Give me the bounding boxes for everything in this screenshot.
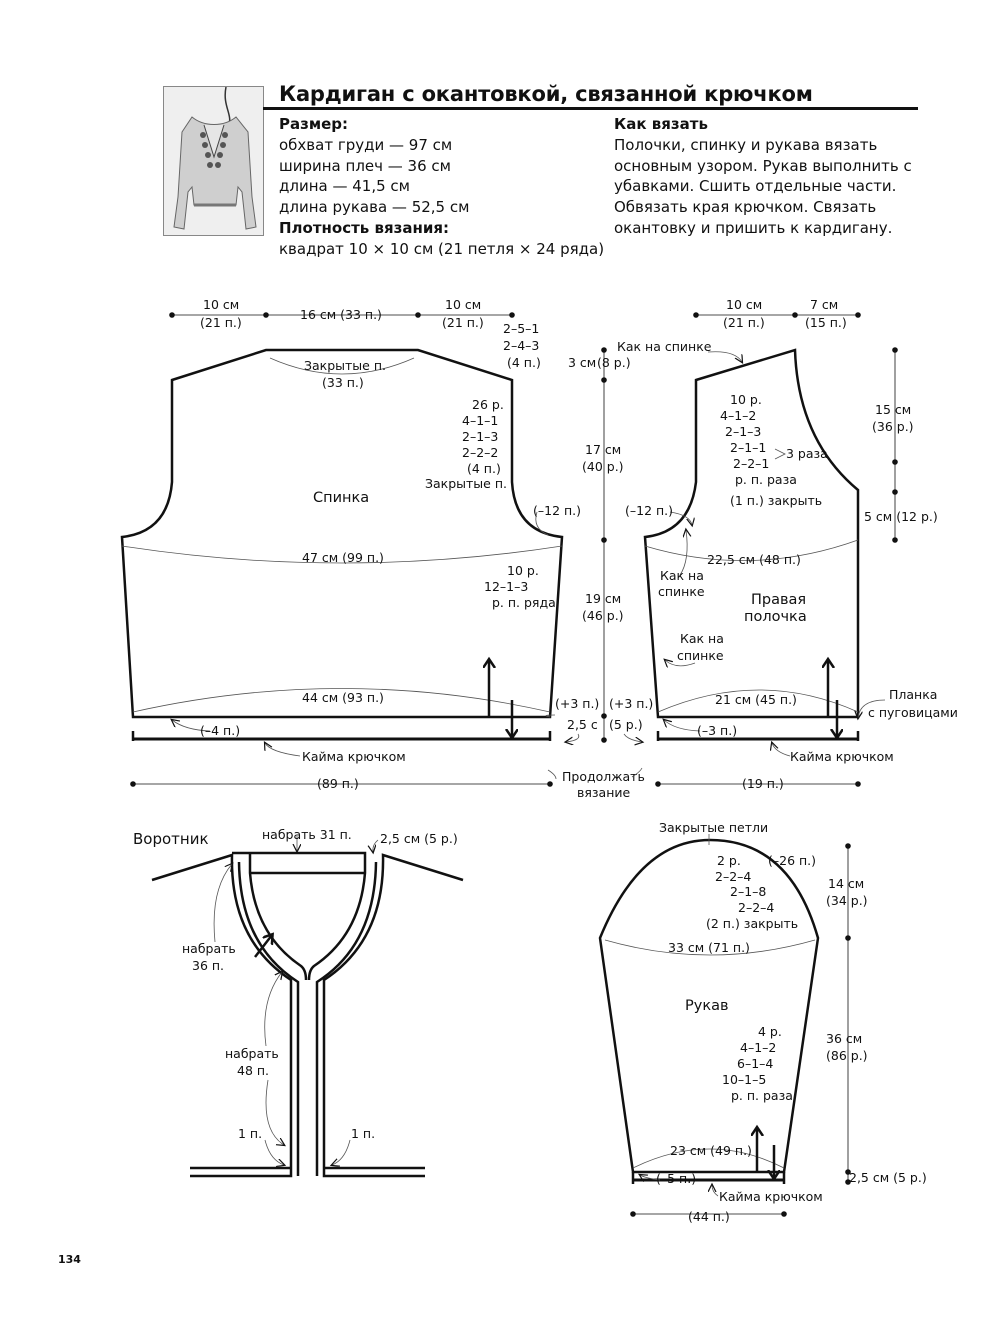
how-heading: Как вязать bbox=[614, 115, 708, 133]
front-name-1: Правая bbox=[751, 592, 807, 608]
sleeve-dec-2: 4–1–2 bbox=[740, 1040, 777, 1055]
collar-pick-2b: 48 п. bbox=[237, 1063, 270, 1078]
collar-right: 2,5 см (5 р.) bbox=[380, 831, 458, 846]
back-name: Спинка bbox=[313, 490, 370, 506]
back-piece bbox=[122, 297, 599, 791]
mid-b2: (40 р.) bbox=[582, 459, 624, 474]
back-armhole-1: 26 р. bbox=[472, 397, 504, 412]
collar-one-left: 1 п. bbox=[238, 1126, 263, 1141]
back-neck-2: (33 п.) bbox=[322, 375, 364, 390]
front-placket-2: с пуговицами bbox=[868, 705, 958, 720]
front-neck-6: р. п. раза bbox=[735, 472, 797, 487]
sleeve-minus5: (–5 п.) bbox=[656, 1171, 697, 1186]
front-width-1: 22,5 см (48 п.) bbox=[707, 552, 801, 567]
back-plus3: (+3 п.) bbox=[555, 696, 600, 711]
back-inc-3: р. п. ряда bbox=[492, 595, 556, 610]
how-text: Полочки, спинку и рукава вязать основным узором. Рукав выполнить с убавками. Сшить отдельные части. Обвязать края крючком. Связать окантовку и пришить к кардигану. bbox=[614, 135, 912, 237]
front-right-1: 15 см bbox=[875, 402, 912, 417]
front-neck-2: 4–1–2 bbox=[720, 408, 757, 423]
back-dim-1a: 10 см bbox=[203, 297, 240, 312]
front-plus3: (+3 п.) bbox=[609, 696, 654, 711]
collar-top: набрать 31 п. bbox=[262, 827, 352, 842]
sleeve-piece bbox=[600, 820, 927, 1224]
collar-one-right: 1 п. bbox=[351, 1126, 376, 1141]
collar-pick-2a: набрать bbox=[225, 1046, 279, 1061]
front-as-back-1b: спинке bbox=[658, 584, 705, 599]
sleeve-cap-4: 2–2–4 bbox=[738, 900, 775, 915]
front-dim-2b: (15 п.) bbox=[805, 315, 847, 330]
mid-c1: 19 см bbox=[585, 591, 622, 606]
back-dim-2: 16 см (33 п.) bbox=[300, 307, 382, 322]
page-title: Кардиган с окантовкой, связанной крючком bbox=[279, 82, 813, 106]
page-number: 134 bbox=[58, 1253, 81, 1266]
mid-a2: (8 р.) bbox=[597, 355, 631, 370]
front-as-back-2b: спинке bbox=[677, 648, 724, 663]
back-armhole-4: 2–2–2 bbox=[462, 445, 499, 460]
mid-a1: 3 см bbox=[568, 355, 597, 370]
front-placket-1: Планка bbox=[889, 687, 938, 702]
back-armhole-5: (4 п.) bbox=[467, 461, 501, 476]
front-right-2: (36 р.) bbox=[872, 419, 914, 434]
mid-d: 2,5 с bbox=[567, 717, 598, 732]
front-dim-1a: 10 см bbox=[726, 297, 763, 312]
sleeve-right-2a: 36 см bbox=[826, 1031, 863, 1046]
front-as-back-top: Как на спинке bbox=[617, 339, 712, 354]
sleeve-cap-2: 2–2–4 bbox=[715, 869, 752, 884]
back-armhole-2: 4–1–1 bbox=[462, 413, 499, 428]
back-width-1: 47 см (99 п.) bbox=[302, 550, 384, 565]
size-length: длина — 41,5 см bbox=[279, 177, 410, 196]
collar-pick-1a: набрать bbox=[182, 941, 236, 956]
back-width-2: 44 см (93 п.) bbox=[302, 690, 384, 705]
front-as-back-2a: Как на bbox=[680, 631, 724, 646]
front-name-2: полочка bbox=[744, 609, 807, 625]
front-neck-3: 2–1–3 bbox=[725, 424, 762, 439]
sleeve-width-2: 23 см (49 п.) bbox=[670, 1143, 752, 1158]
back-dim-1b: (21 п.) bbox=[200, 315, 242, 330]
front-width-2: 21 см (45 п.) bbox=[715, 692, 797, 707]
sleeve-right-2b: (86 р.) bbox=[826, 1048, 868, 1063]
sleeve-cap-1: 2 р. bbox=[717, 853, 741, 868]
front-bottom: (19 п.) bbox=[742, 776, 784, 791]
back-bottom: (89 п.) bbox=[317, 776, 359, 791]
front-minus12: (–12 п.) bbox=[625, 503, 674, 518]
size-heading: Размер: bbox=[279, 115, 349, 133]
back-inc-2: 12–1–3 bbox=[484, 579, 529, 594]
sleeve-right-1b: (34 р.) bbox=[826, 893, 868, 908]
mid-continue-1: Продолжать bbox=[562, 769, 645, 784]
back-minus12: (–12 п.) bbox=[533, 503, 582, 518]
mid-c2: (46 р.) bbox=[582, 608, 624, 623]
front-neck-1: 10 р. bbox=[730, 392, 762, 407]
size-chest: обхват груди — 97 см bbox=[279, 135, 453, 154]
size-sleeve: длина рукава — 52,5 см bbox=[279, 198, 470, 217]
front-edge: Кайма крючком bbox=[790, 749, 894, 764]
gauge-heading: Плотность вязания: bbox=[279, 218, 449, 237]
front-as-back-1a: Как на bbox=[660, 568, 704, 583]
back-neck-1: Закрытые п. bbox=[304, 358, 386, 373]
back-shoulder-1: 2–5–1 bbox=[503, 321, 540, 336]
sleeve-dec-1: 4 р. bbox=[758, 1024, 782, 1039]
front-times3: 3 раза bbox=[786, 446, 828, 461]
back-dim-3b: (21 п.) bbox=[442, 315, 484, 330]
middle-measures bbox=[548, 347, 645, 800]
front-dim-2a: 7 см bbox=[810, 297, 839, 312]
sleeve-dec-3: 6–1–4 bbox=[737, 1056, 774, 1071]
front-neck-4: 2–1–1 bbox=[730, 440, 767, 455]
sleeve-dec-5: р. п. раза bbox=[731, 1088, 793, 1103]
back-edge: Кайма крючком bbox=[302, 749, 406, 764]
front-piece bbox=[609, 297, 958, 791]
sleeve-closed: Закрытые петли bbox=[659, 820, 769, 835]
sleeve-cap-3: 2–1–8 bbox=[730, 884, 767, 899]
front-neck-7: (1 п.) закрыть bbox=[730, 493, 823, 508]
sleeve-minus26: (–26 п.) bbox=[768, 853, 817, 868]
mid-b1: 17 см bbox=[585, 442, 622, 457]
collar-diagram bbox=[133, 827, 463, 1176]
gauge-value: квадрат 10 × 10 см (21 петля × 24 ряда) bbox=[279, 239, 605, 258]
back-dim-3a: 10 см bbox=[445, 297, 482, 312]
sleeve-bottom: (44 п.) bbox=[688, 1209, 730, 1224]
collar-title: Воротник bbox=[133, 830, 209, 848]
front-neck-5: 2–2–1 bbox=[733, 456, 770, 471]
back-armhole-6: Закрытые п. bbox=[425, 476, 507, 491]
back-armhole-3: 2–1–3 bbox=[462, 429, 499, 444]
front-minus3: (–3 п.) bbox=[697, 723, 738, 738]
front-rows5: (5 р.) bbox=[609, 717, 643, 732]
sleeve-right-3: 2,5 см (5 р.) bbox=[849, 1170, 927, 1185]
sleeve-width-1: 33 см (71 п.) bbox=[668, 940, 750, 955]
front-dim-1b: (21 п.) bbox=[723, 315, 765, 330]
sleeve-dec-4: 10–1–5 bbox=[722, 1072, 767, 1087]
back-shoulder-3: (4 п.) bbox=[507, 355, 541, 370]
sleeve-name: Рукав bbox=[685, 998, 729, 1014]
back-shoulder-2: 2–4–3 bbox=[503, 338, 540, 353]
sleeve-cap-5: (2 п.) закрыть bbox=[706, 916, 799, 931]
front-right-3: 5 см (12 р.) bbox=[864, 509, 938, 524]
sleeve-edge: Кайма крючком bbox=[719, 1189, 823, 1204]
collar-pick-1b: 36 п. bbox=[192, 958, 225, 973]
size-shoulders: ширина плеч — 36 см bbox=[279, 156, 451, 175]
back-inc-1: 10 р. bbox=[507, 563, 539, 578]
mid-continue-2: вязание bbox=[577, 785, 631, 800]
sleeve-right-1a: 14 см bbox=[828, 876, 865, 891]
back-minus4: (–4 п.) bbox=[200, 723, 241, 738]
